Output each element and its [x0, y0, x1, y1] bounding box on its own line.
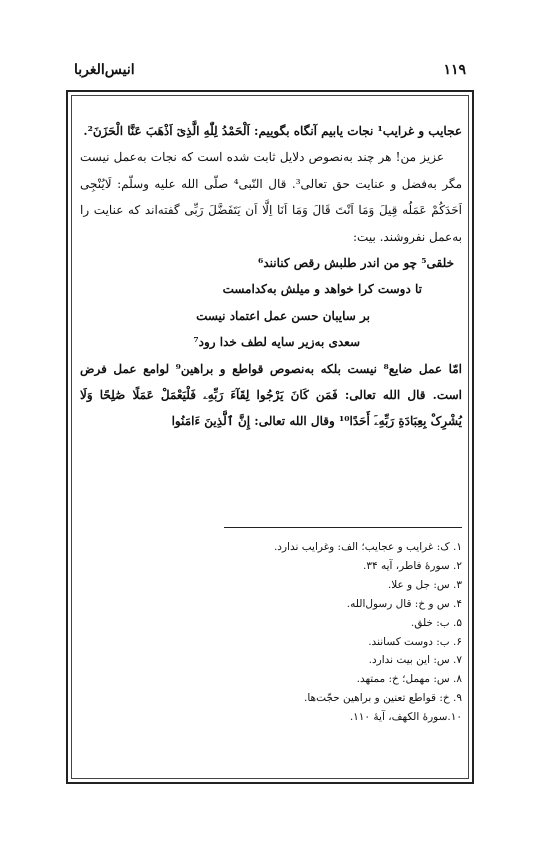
verse-line-4: سعدی به‌زیر سایه لطف خدا رود⁷	[193, 335, 360, 350]
footnotes	[82, 538, 462, 727]
footnote-5: ۵. ب: خلق.	[410, 616, 462, 629]
paragraph-2: عزیز من! هر چند به‌نصوص دلایل ثابت شده است که نجات به‌عمل نیست مگر به‌فضل و عنایت حق تعالی³. قال النّبی⁴ صلّی الله علیه وسلّم: لَایُنْجِی اَحَدَکُمْ عَمَلُه قِیلَ وَمَا اَنْتَ قَالَ وَمَا اَنَا اِلَّا اَن یَتَفَضَّلَ رَبِّی گفته‌اند که عنایت را به‌عمل نفروشند. بیت:	[80, 150, 462, 244]
footnote-6: ۶. ب: دوست کسانند.	[368, 635, 462, 648]
footnote-1: ۱. ک: غرایب و عجایب؛ الف: وغرایب ندارد.	[273, 541, 462, 553]
footnote-9: ۹. خ: قواطع تعنین و براهین حجّت‌ها.	[304, 692, 462, 705]
footnote-divider	[224, 527, 462, 528]
verse-line-3: بر سایبان حسن عمل اعتماد نیست	[196, 308, 370, 323]
main-text	[80, 118, 462, 435]
verse-line-1: خلقی⁵ چو من اندر طلبش رقص کنانند⁶	[258, 256, 454, 271]
verse-line-2: تا دوست کرا خواهد و میلش به‌کدامست	[222, 282, 422, 297]
paragraph-3: امّا عمل ضایع⁸ نیست بلکه به‌نصوص قواطع و براهین⁹ لوامع عمل فرض است. قال الله تعالی: فَمَن کَانَ یَرْجُوا لِقَآءَ رَبِّهِۦ فَلْیَعْمَلْ عَمَلًا صَٰلِحًا وَلَا یُشْرِکْ بِعِبَادَةِ رَبِّهِۦٓ أَحَدًا¹⁰ وقال الله تعالی: إِنَّ ٱلَّذِینَ ءَامَنُوا	[80, 361, 462, 429]
page-number: ۱۱۹	[443, 62, 466, 78]
footnote-8: ۸. س: مهمل؛ خ: ممتهد.	[356, 673, 462, 686]
footnote-7: ۷. س: این بیت ندارد.	[368, 654, 462, 667]
paragraph-1: عجایب و غرایب¹ نجات یابیم آنگاه بگوییم: اَلْحَمْدُ لِلّٰهِ الَّذِیٓ اَذْهَبَ عَنَّا الْحَزَنَ².	[83, 124, 462, 138]
footnote-2: ۲. سورهٔ فاطر، آیه ۳۴.	[363, 559, 462, 572]
footnote-3: ۳. س: جل و علا.	[387, 578, 462, 591]
footnote-10: ۱۰.سورهٔ الکهف، آیهٔ ۱۱۰.	[349, 711, 462, 724]
footnote-4: ۴. س و خ: قال رسول‌الله.	[346, 597, 462, 610]
running-title: انیس‌الغربا	[74, 62, 135, 78]
